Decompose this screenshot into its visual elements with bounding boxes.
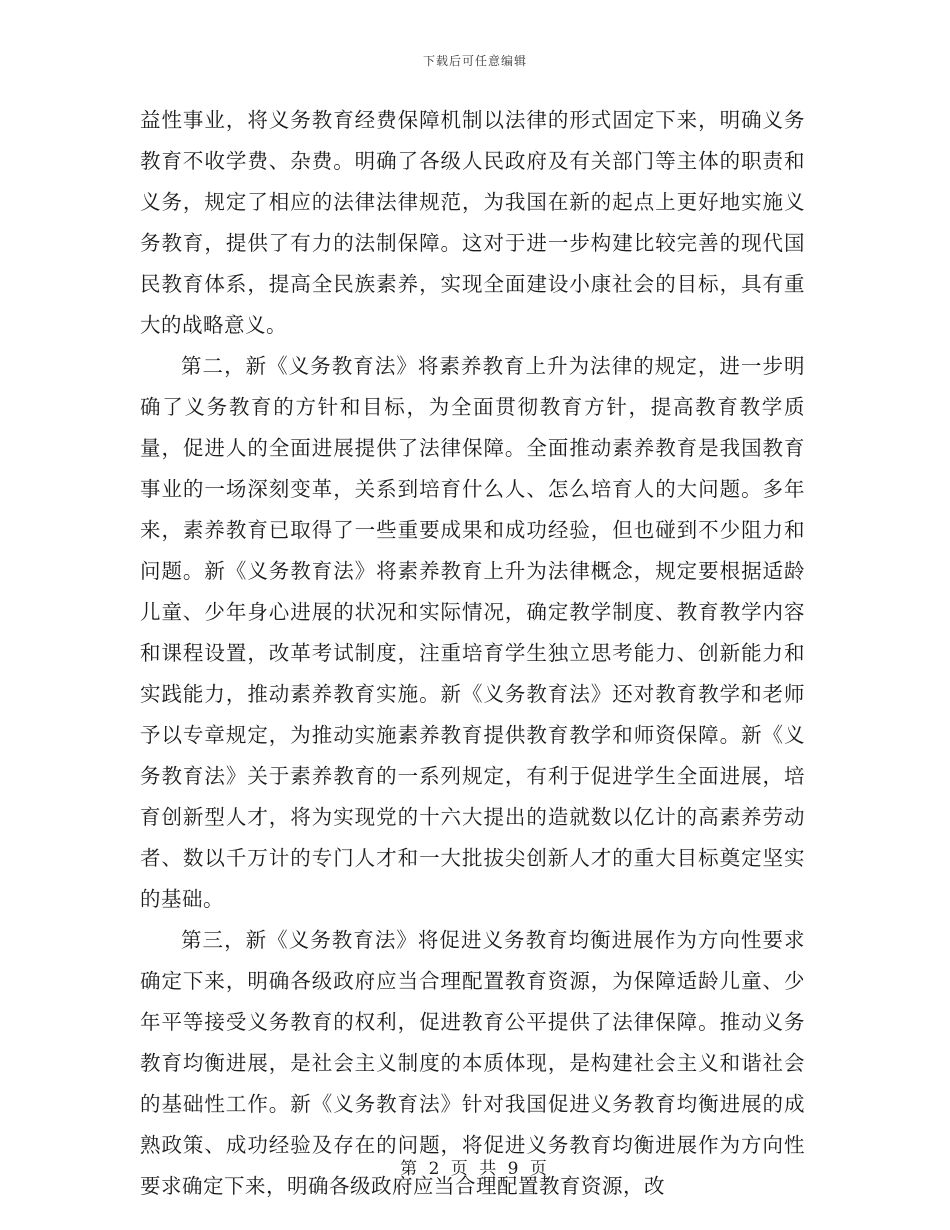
page-number-footer: 第 2 页 共 9 页 [400,1159,550,1179]
paragraph-second-point: 第二，新《义务教育法》将素养教育上升为法律的规定，进一步明确了义务教育的方针和目标，为全面贯彻教育方针，提高教育教学质量，促进人的全面进展提供了法律保障。全面推动素养教育是我国教育事业的一场深刻变革，关系到培育什么人、怎么培育人的大问题。多年来，素养教育已取得了一些重要成果和成功经验，但也碰到不少阻力和问题。新《义务教育法》将素养教育上升为法律概念，规定要根据适龄儿童、少年身心进展的状况和实际情况，确定教学制度、教育教学内容和课程设置，改革考试制度，注重培育学生独立思考能力、创新能力和实践能力，推动素养教育实施。新《义务教育法》还对教育教学和老师予以专章规定，为推动实施素养教育提供教育教学和师资保障。新《义务教育法》关于素养教育的一系列规定，有利于促进学生全面进展，培育创新型人才，将为实现党的十六大提出的造就数以亿计的高素养劳动者、数以千万计的专门人才和一大批拔尖创新人才的重大目标奠定坚实的基础。 [140,354,805,911]
paragraph-continuation: 益性事业，将义务教育经费保障机制以法律的形式固定下来，明确义务教育不收学费、杂费。明确了各级人民政府及有关部门等主体的职责和义务，规定了相应的法律法律规范，为我国在新的起点上更好地实施义务教育，提供了有力的法制保障。这对于进一步构建比较完善的现代国民教育体系，提高全民族素养，实现全面建设小康社会的目标，具有重大的战略意义。 [140,108,805,337]
paragraph-third-point: 第三，新《义务教育法》将促进义务教育均衡进展作为方向性要求确定下来，明确各级政府应当合理配置教育资源，为保障适龄儿童、少年平等接受义务教育的权利，促进教育公平提供了法律保障。推动义务教育均衡进展，是社会主义制度的本质体现，是构建社会主义和谐社会的基础性工作。新《义务教育法》针对我国促进义务教育均衡进展的成熟政策、成功经验及存在的问题，将促进义务教育均衡进展作为方向性要求确定下来，明确各级政府应当合理配置教育资源，改 [140,928,805,1198]
document-body [140,100,805,1207]
page-header: 下载后可任意编辑 [422,54,527,68]
